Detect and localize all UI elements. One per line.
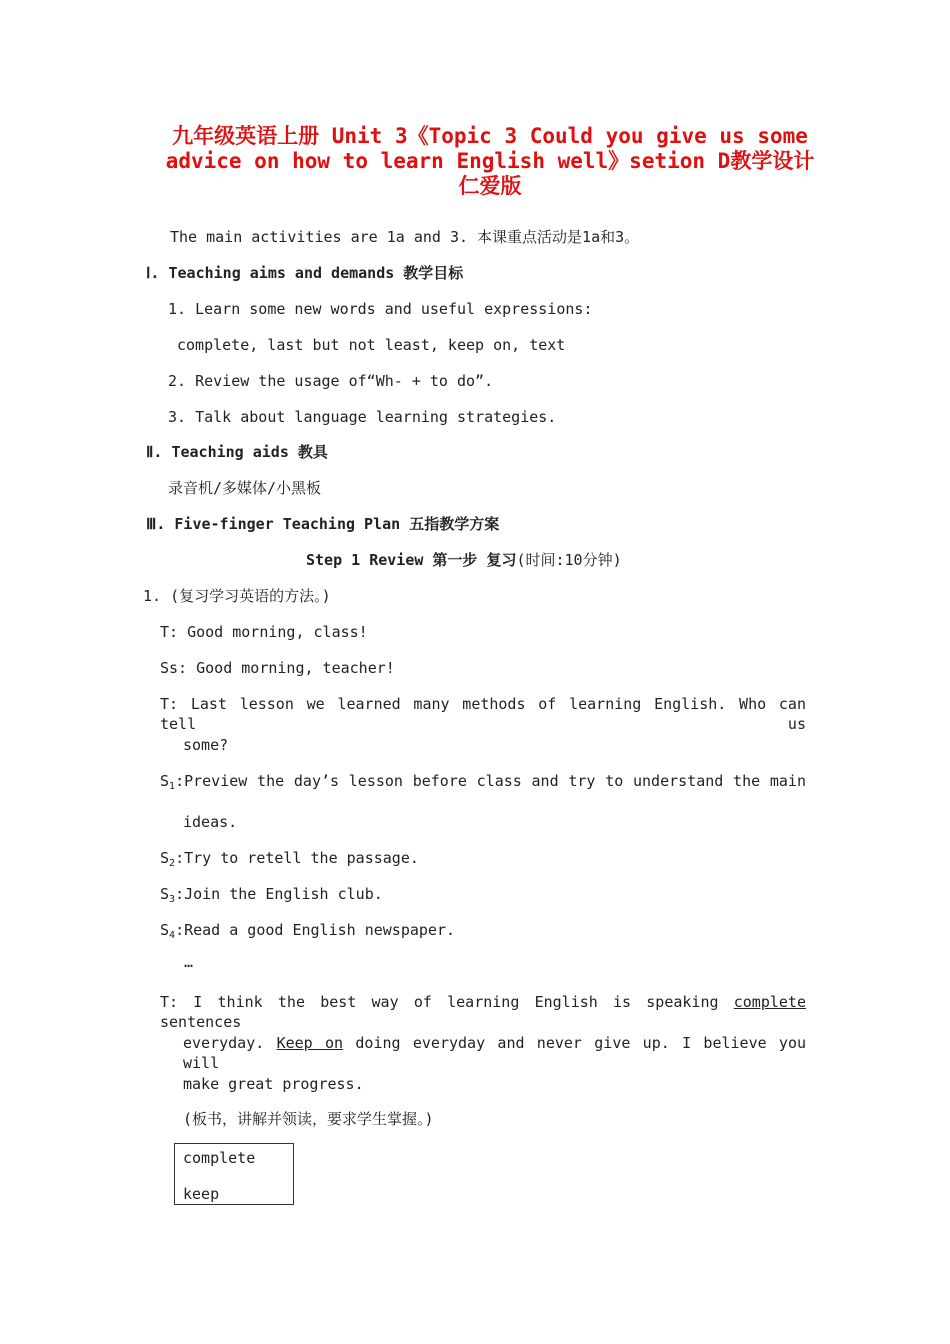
underlined-word-complete: complete bbox=[733, 993, 806, 1011]
dialog-student-1-cont: ideas. bbox=[183, 813, 238, 831]
step1-heading-line bbox=[306, 550, 622, 570]
dialog-student-4 bbox=[160, 920, 455, 946]
dialog-teacher-3-text: T: I think the best way of learning English is speaking bbox=[160, 993, 719, 1011]
dialog-ellipsis: … bbox=[184, 953, 194, 971]
speaker-number: 2 bbox=[169, 858, 176, 869]
intro-text: The main activities are 1a and 3. 本课重点活动是1a和3。 bbox=[170, 228, 640, 246]
dialog-students-1: Ss: Good morning, teacher! bbox=[160, 659, 395, 677]
dialog-student-3 bbox=[160, 884, 383, 910]
dialog-teacher-2-cont: some? bbox=[183, 736, 229, 754]
dialog-teacher-3-text-end: sentences bbox=[160, 1013, 242, 1031]
step1-heading: Step 1 Review 第一步 复习 bbox=[306, 551, 517, 569]
speaker-label: S bbox=[160, 772, 170, 790]
section-heading-aids: Ⅱ. Teaching aids 教具 bbox=[146, 443, 328, 461]
section-heading-plan: Ⅲ. Five-finger Teaching Plan 五指教学方案 bbox=[146, 515, 500, 533]
aim-item-1-words: complete, last but not least, keep on, text bbox=[177, 336, 566, 354]
step1-time: (时间:10分钟) bbox=[516, 551, 622, 569]
underlined-phrase-keep-on: Keep on bbox=[276, 1034, 344, 1052]
aids-content: 录音机/多媒体/小黑板 bbox=[168, 479, 322, 497]
step1-item-1: 1. (复习学习英语的方法。) bbox=[143, 587, 331, 605]
aim-item-2: 2. Review the usage of“Wh- + to do”. bbox=[168, 372, 494, 390]
dialog-student-2-text: :Try to retell the passage. bbox=[175, 849, 419, 867]
speaker-number: 1 bbox=[169, 781, 176, 792]
speaker-number: 4 bbox=[169, 930, 176, 941]
dialog-teacher-3-cont bbox=[183, 1033, 806, 1073]
dialog-teacher-3-cont-end: doing everyday and never give up. I believe you will bbox=[183, 1034, 807, 1072]
dialog-student-3-text: :Join the English club. bbox=[175, 885, 383, 903]
aim-item-1: 1. Learn some new words and useful expressions: bbox=[168, 300, 593, 318]
speaker-label: S bbox=[160, 885, 170, 903]
blackboard-note: (板书，讲解并领读，要求学生掌握。) bbox=[183, 1110, 434, 1128]
section-heading-aims: Ⅰ. Teaching aims and demands 教学目标 bbox=[146, 264, 464, 282]
dialog-student-1 bbox=[160, 771, 806, 797]
aim-item-3: 3. Talk about language learning strategies. bbox=[168, 408, 557, 426]
board-word-keep: keep bbox=[183, 1185, 220, 1203]
speaker-label: S bbox=[160, 849, 170, 867]
dialog-student-1-text: :Preview the day’s lesson before class and try to understand the main bbox=[175, 772, 806, 790]
dialog-teacher-3-cont-start: everyday. bbox=[183, 1034, 265, 1052]
speaker-label: S bbox=[160, 921, 170, 939]
speaker-number: 3 bbox=[169, 894, 176, 905]
dialog-teacher-3 bbox=[160, 992, 806, 1032]
dialog-student-2 bbox=[160, 848, 419, 874]
board-word-complete: complete bbox=[183, 1149, 256, 1167]
blackboard-box bbox=[174, 1143, 294, 1205]
dialog-student-4-text: :Read a good English newspaper. bbox=[175, 921, 456, 939]
document-title: 九年级英语上册 Unit 3《Topic 3 Could you give us some advice on how to learn English well》setion D教学设计 仁爱版 bbox=[165, 124, 815, 198]
dialog-teacher-1: T: Good morning, class! bbox=[160, 623, 368, 641]
dialog-teacher-2: T: Last lesson we learned many methods of learning English. Who can tell us bbox=[160, 695, 806, 733]
dialog-teacher-3-end: make great progress. bbox=[183, 1075, 364, 1093]
